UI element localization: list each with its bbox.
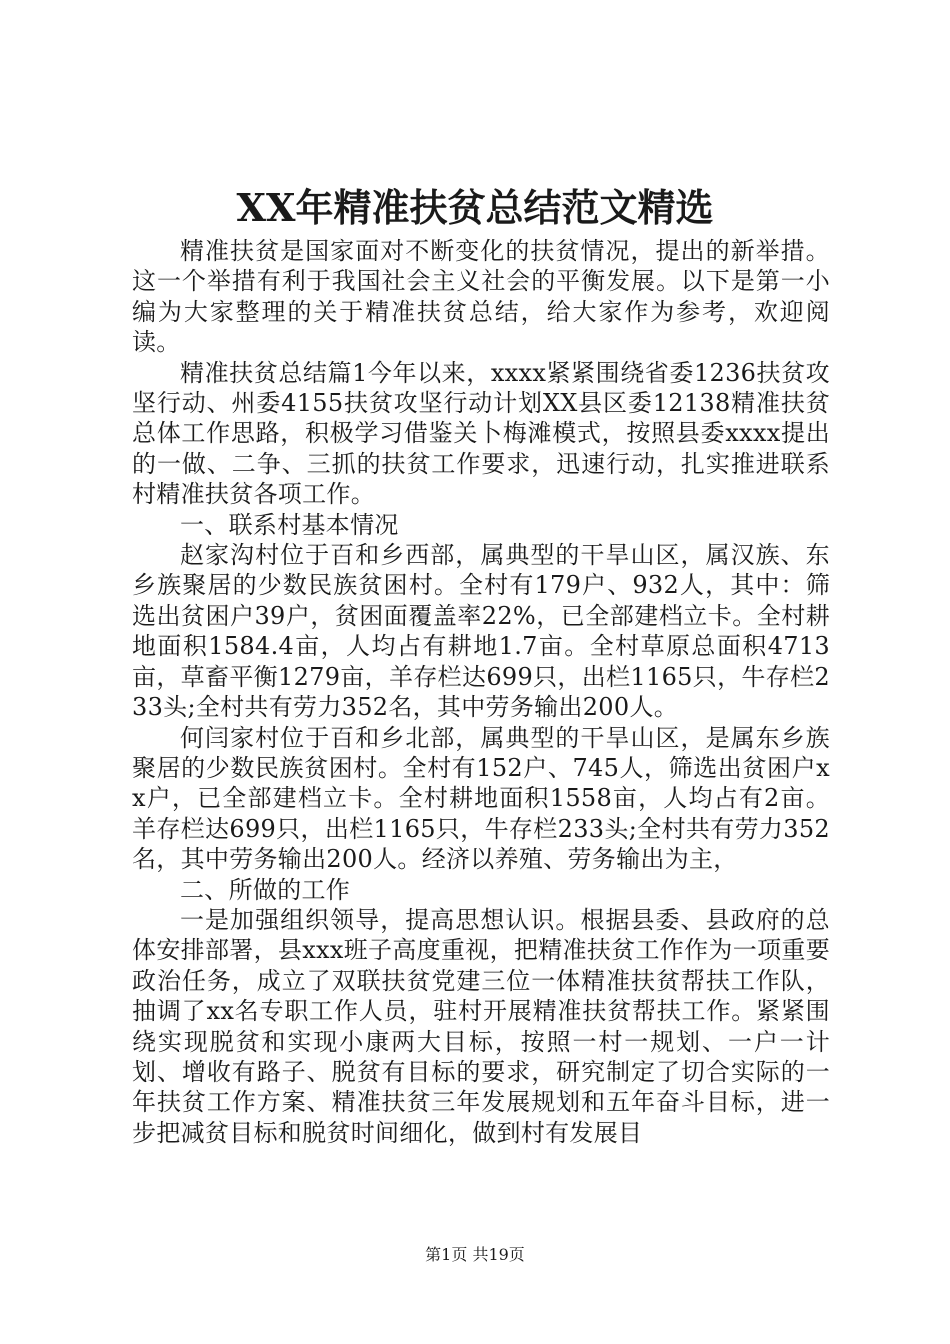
paragraph-intro: 精准扶贫是国家面对不断变化的扶贫情况，提出的新举措。这一个举措有利于我国社会主义社会的平衡发展。以下是第一小编为大家整理的关于精准扶贫总结，给大家作为参考，欢迎阅读。 (132, 237, 830, 357)
page-title: XX年精准扶贫总结范文精选 (236, 185, 714, 230)
paragraph-organization: 一是加强组织领导，提高思想认识。根据县委、县政府的总体安排部署，县xxx班子高度重视，把精准扶贫工作作为一项重要政治任务，成立了双联扶贫党建三位一体精准扶贫帮扶工作队，抽调了xx名专职工作人员，驻村开展精准扶贫帮扶工作。紧紧围绕实现脱贫和实现小康两大目标，按照一村一规划、一户一计划、增收有路子、脱贫有目标的要求，研究制定了切合实际的一年扶贫工作方案、精准扶贫三年发展规划和五年奋斗目标，进一步把减贫目标和脱贫时间细化，做到村有发展目 (132, 905, 830, 1147)
document-body (132, 236, 830, 1148)
section-heading-work-done: 二、所做的工作 (180, 875, 351, 904)
paragraph-summary-1: 精准扶贫总结篇1今年以来，xxxx紧紧围绕省委1236扶贫攻坚行动、州委4155扶贫攻坚行动计划XX县区委12138精准扶贫总体工作思路，积极学习借鉴关卜梅滩模式，按照县委xxxx提出的一做、二争、三抓的扶贫工作要求，迅速行动，扎实推进联系村精准扶贫各项工作。 (132, 358, 830, 509)
paragraph-zhaojiagou: 赵家沟村位于百和乡西部，属典型的干旱山区，属汉族、东乡族聚居的少数民族贫困村。全村有179户、932人，其中：筛选出贫困户39户，贫困面覆盖率22%，已全部建档立卡。全村耕地面积1584.4亩，人均占有耕地1.7亩。全村草原总面积4713亩，草畜平衡1279亩，羊存栏达699只，出栏1165只，牛存栏233头;全村共有劳力352名，其中劳务输出200人。 (132, 541, 830, 722)
page-indicator: 第1页 共19页 (425, 1245, 525, 1264)
page-footer (0, 1244, 950, 1266)
section-heading-village-overview: 一、联系村基本情况 (180, 510, 399, 539)
paragraph-heyanjia: 何闫家村位于百和乡北部，属典型的干旱山区，是属东乡族聚居的少数民族贫困村。全村有152户、745人，筛选出贫困户xx户，已全部建档立卡。全村耕地面积1558亩，人均占有2亩。羊存栏达699只，出栏1165只，牛存栏233头;全村共有劳力352名，其中劳务输出200人。经济以养殖、劳务输出为主， (132, 723, 830, 874)
